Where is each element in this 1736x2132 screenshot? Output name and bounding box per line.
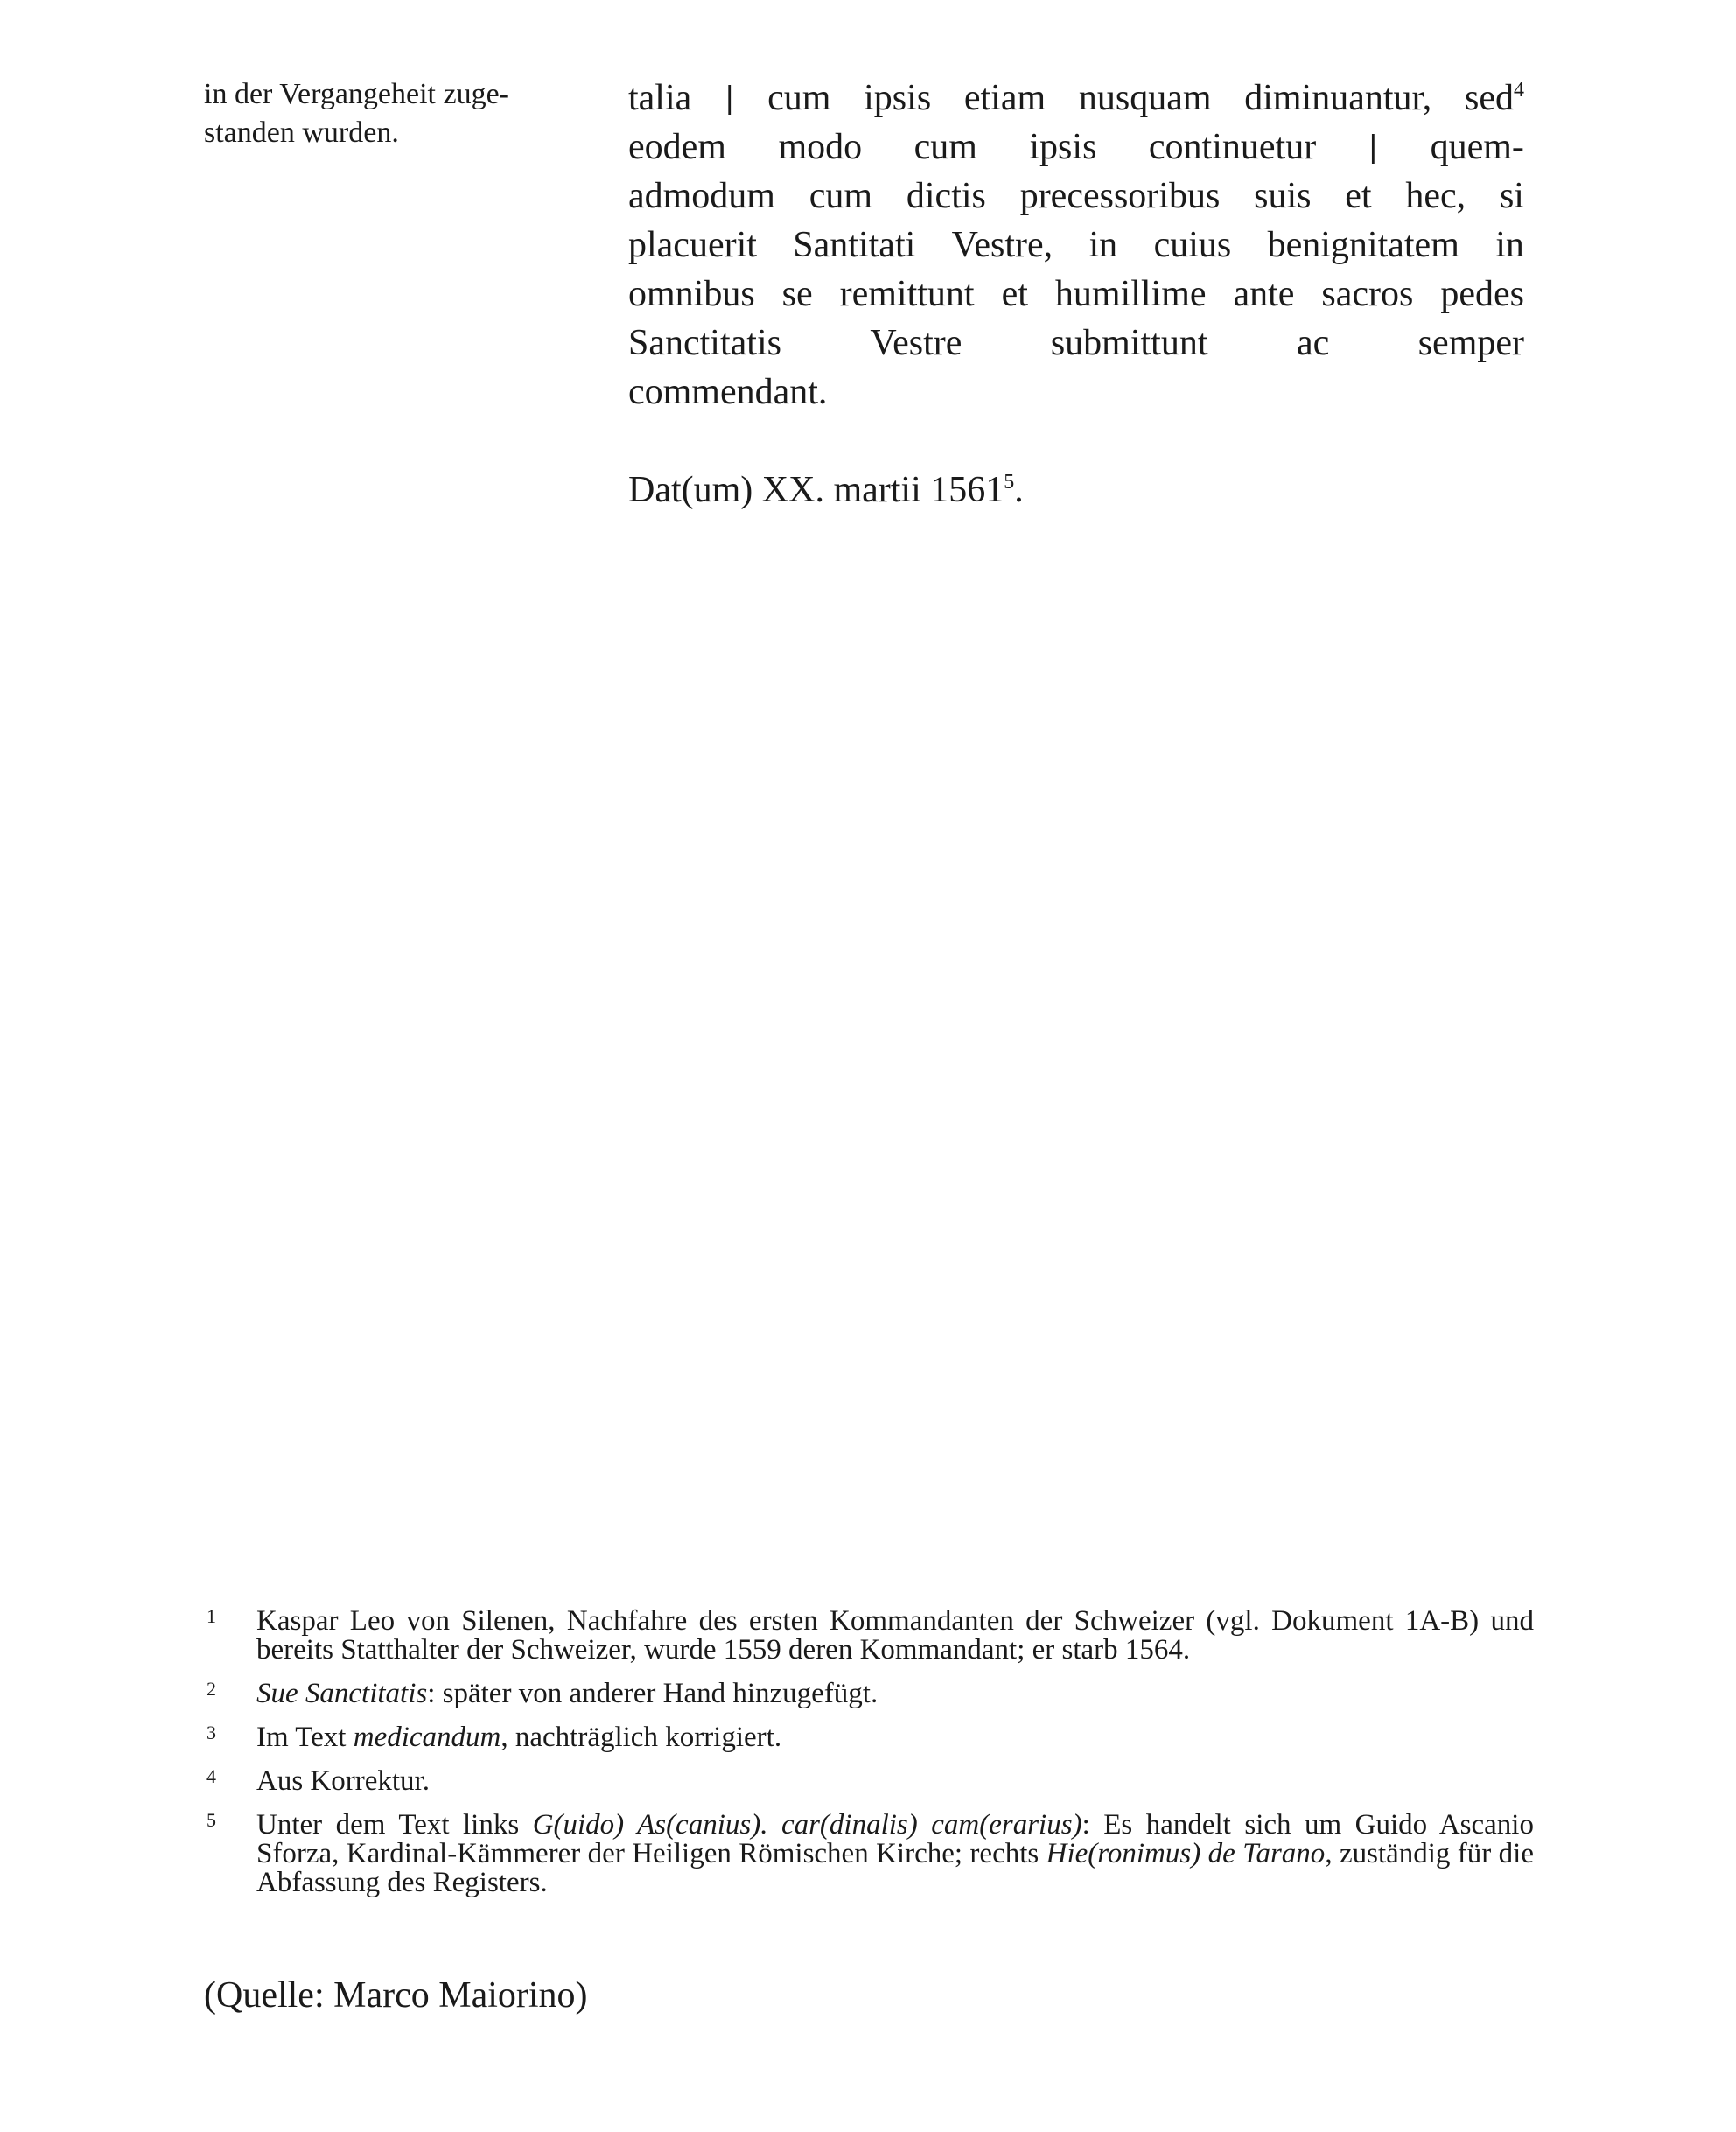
footnote-italic-text: Sue Sanctitatis xyxy=(256,1678,428,1709)
source-line: (Quelle: Marco Maiorino) xyxy=(204,1975,588,2016)
footnote xyxy=(204,1723,1534,1752)
main-text-word: cuius xyxy=(1153,225,1232,265)
footnote-number: 3 xyxy=(206,1722,216,1743)
main-text-word: continuetur xyxy=(1148,127,1317,167)
main-text-word: eodem xyxy=(628,127,726,167)
main-text-word: si xyxy=(1499,176,1524,216)
main-text-word: nusquam xyxy=(1078,78,1212,118)
main-text-word: Sanctitatis xyxy=(628,323,781,363)
main-text-word: admodum xyxy=(628,176,775,216)
footnote xyxy=(204,1680,1534,1708)
footnote-number: 2 xyxy=(206,1678,216,1700)
main-text-line xyxy=(628,270,1524,319)
main-text-word: Vestre, xyxy=(951,225,1054,265)
main-text-line xyxy=(628,74,1524,123)
main-text-line xyxy=(628,123,1524,172)
main-text-word: commendant. xyxy=(628,372,828,412)
footnote-text-run: , nachträglich korrigiert. xyxy=(500,1722,782,1753)
main-text-word: Vestre xyxy=(870,323,962,363)
footnote-number: 4 xyxy=(206,1765,216,1787)
dateline xyxy=(628,466,1024,515)
main-text-word: diminuantur, xyxy=(1244,78,1432,118)
footnote-text-run: Unter dem Text links xyxy=(256,1809,533,1841)
main-text-word: quem- xyxy=(1430,127,1524,167)
footnote-number: 1 xyxy=(206,1605,216,1627)
margin-note-line: standen wurden. xyxy=(204,116,399,149)
footnote-text-run: Im Text xyxy=(256,1722,354,1753)
main-text-word: modo xyxy=(778,127,863,167)
main-text-word: in xyxy=(1088,225,1118,265)
main-text-word: etiam xyxy=(963,78,1046,118)
footnote-text-run: Aus Korrektur. xyxy=(256,1765,430,1797)
main-text-line xyxy=(628,221,1524,270)
main-text-word: talia xyxy=(628,78,692,118)
main-text-word: pedes xyxy=(1440,274,1524,314)
footnote-marker: 5 xyxy=(1004,471,1015,494)
main-text-word: sed$^4$ xyxy=(1465,78,1524,118)
footnote-text-run: , zuständig für die Abfassung des Registers. xyxy=(256,1838,1534,1898)
main-text-word: cum xyxy=(767,78,831,118)
main-text-word: dictis xyxy=(906,176,986,216)
main-text-word: Santitati xyxy=(793,225,916,265)
footnote-text-run: : Es handelt sich um Guido Ascanio Sforza, Kardinal-Kämmerer der Heiligen Römischen Kirche; rechts xyxy=(256,1809,1534,1869)
footnote-text-run: : später von anderer Hand hinzugefügt. xyxy=(427,1678,878,1709)
footnote-italic-text: medicandum xyxy=(353,1722,501,1753)
main-text-word: omnibus xyxy=(628,274,755,314)
footnote-text xyxy=(256,1811,1534,1897)
footnote xyxy=(204,1811,1534,1897)
footnote-italic-text: G(uido) As(canius). car(dinalis) cam(erarius) xyxy=(532,1809,1082,1841)
main-text-word: in xyxy=(1495,225,1524,265)
main-text-word: cum xyxy=(808,176,873,216)
dateline-text: Dat(um) XX. martii 1561 xyxy=(628,470,1004,510)
main-text-word: benignitatem xyxy=(1267,225,1460,265)
main-text-word: remittunt xyxy=(839,274,975,314)
footnote-italic-text: Hie(ronimus) de Tarano xyxy=(1046,1838,1326,1869)
main-text-word: ipsis xyxy=(1029,127,1097,167)
main-text xyxy=(628,74,1524,417)
margin-note xyxy=(204,75,582,152)
main-text-word: hec, xyxy=(1405,176,1466,216)
footnotes xyxy=(204,1607,1534,1912)
main-text-word: ante xyxy=(1233,274,1295,314)
main-text-word: submittunt xyxy=(1050,323,1208,363)
dateline-end: . xyxy=(1014,470,1024,510)
main-text-line xyxy=(628,172,1524,221)
main-text-word: cum xyxy=(914,127,977,167)
main-text-line xyxy=(628,319,1524,368)
main-text-word: se xyxy=(781,274,813,314)
footnote-text xyxy=(256,1680,1534,1708)
footnote-text xyxy=(256,1767,1534,1796)
footnote-text xyxy=(256,1607,1534,1665)
main-text-word: et xyxy=(1001,274,1028,314)
footnote-text xyxy=(256,1723,1534,1752)
footnote xyxy=(204,1607,1534,1665)
main-text-word: ac xyxy=(1296,323,1330,363)
margin-note-line: in der Vergangeheit zuge- xyxy=(204,78,509,110)
main-text-word: ipsis xyxy=(864,78,932,118)
main-text-word: semper xyxy=(1418,323,1524,363)
footnote-number: 5 xyxy=(206,1809,216,1831)
footnote xyxy=(204,1767,1534,1796)
main-text-word: et xyxy=(1345,176,1372,216)
main-text-word: humillime xyxy=(1054,274,1207,314)
page-break-marker: | xyxy=(1368,130,1379,165)
main-text-word: precessoribus xyxy=(1019,176,1221,216)
footnote-text-run: Kaspar Leo von Silenen, Nachfahre des ersten Kommandanten der Schweizer (vgl. Dokument 1A-B) und bereits Statthalter der Schweizer, wurde 1559 deren Kommandant; er starb 1564. xyxy=(256,1605,1534,1666)
footnote-marker: 4 xyxy=(1514,79,1524,102)
main-text-word: sacros xyxy=(1321,274,1414,314)
main-text-line xyxy=(628,368,1524,417)
page-break-marker: | xyxy=(724,81,735,116)
main-text-word: suis xyxy=(1254,176,1312,216)
main-text-word: placuerit xyxy=(628,225,757,265)
